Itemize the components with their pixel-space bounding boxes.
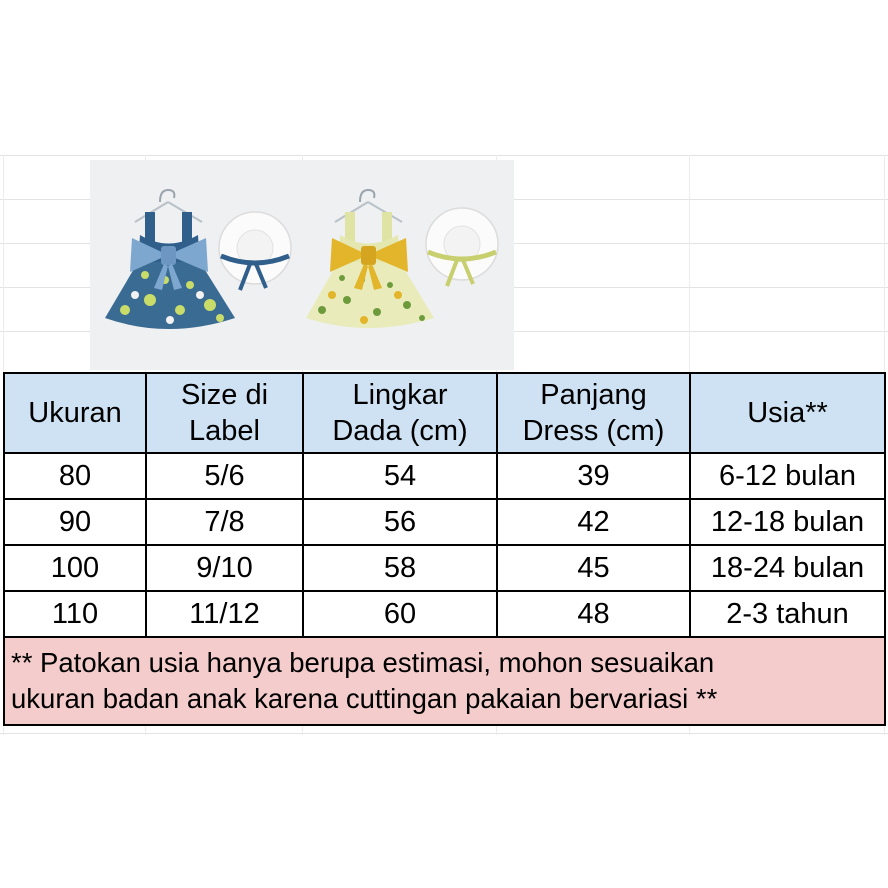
cell-panjang: 42 — [497, 499, 690, 545]
blue-dress-illustration — [90, 160, 302, 370]
cell-dada: 60 — [303, 591, 497, 637]
table-header-row — [4, 373, 885, 453]
cell-size: 5/6 — [146, 453, 303, 499]
table-row — [4, 545, 885, 591]
header-size-di-label: Size di Label — [146, 373, 303, 453]
header-panjang-dress: Panjang Dress (cm) — [497, 373, 690, 453]
product-photos — [90, 160, 514, 370]
age-estimate-note: ** Patokan usia hanya berupa estimasi, mohon sesuaikan ukuran badan anak karena cuttingan pakaian bervariasi ** — [4, 637, 885, 725]
cell-usia: 18-24 bulan — [690, 545, 885, 591]
cell-panjang: 39 — [497, 453, 690, 499]
cell-dada: 56 — [303, 499, 497, 545]
blue-floral-dress-photo — [90, 160, 302, 370]
cell-ukuran: 110 — [4, 591, 146, 637]
cell-usia: 2-3 tahun — [690, 591, 885, 637]
cell-size: 9/10 — [146, 545, 303, 591]
cell-panjang: 45 — [497, 545, 690, 591]
cell-ukuran: 100 — [4, 545, 146, 591]
cell-size: 7/8 — [146, 499, 303, 545]
cell-usia: 6-12 bulan — [690, 453, 885, 499]
cell-ukuran: 80 — [4, 453, 146, 499]
cell-dada: 58 — [303, 545, 497, 591]
cell-panjang: 48 — [497, 591, 690, 637]
cell-size: 11/12 — [146, 591, 303, 637]
cell-dada: 54 — [303, 453, 497, 499]
table-row — [4, 453, 885, 499]
header-ukuran: Ukuran — [4, 373, 146, 453]
yellow-dress-illustration — [302, 160, 514, 370]
header-usia: Usia** — [690, 373, 885, 453]
cell-usia: 12-18 bulan — [690, 499, 885, 545]
header-lingkar-dada: Lingkar Dada (cm) — [303, 373, 497, 453]
size-chart-table — [3, 372, 886, 726]
cell-ukuran: 90 — [4, 499, 146, 545]
table-note-row — [4, 637, 885, 725]
table-row — [4, 499, 885, 545]
table-row — [4, 591, 885, 637]
yellow-floral-dress-photo — [302, 160, 514, 370]
